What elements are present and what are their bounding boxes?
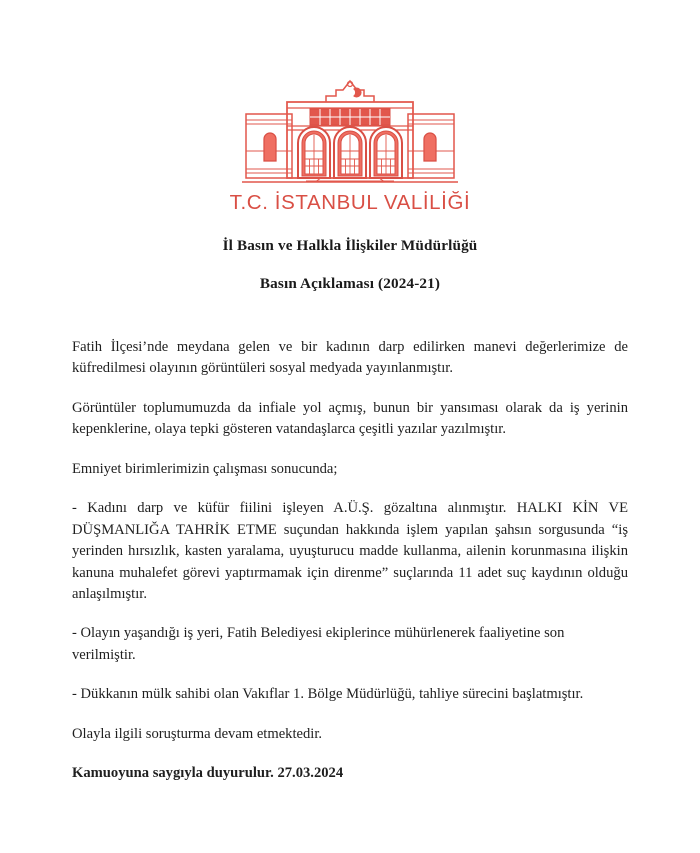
body-paragraph: - Olayın yaşandığı iş yeri, Fatih Belediyesi ekiplerince mühürlenerek faaliyetine son verilmiştir. xyxy=(72,625,565,663)
body-paragraph: Emniyet birimlerimizin çalışması sonucunda; xyxy=(72,460,338,477)
body-paragraph: Fatih İlçesi’nde meydana gelen ve bir kadının darp edilirken manevi değerlerimize de küfredilmesi olayının görüntüleri sosyal medyada yayınlanmıştır. xyxy=(72,339,628,377)
body-paragraph: - Kadını darp ve küfür fiilini işleyen A.Ü.Ş. gözaltına alınmıştır. HALKI KİN VE DÜŞMANLIĞA TAHRİK ETME suçundan hakkında işlem yapılan şahsın sorgusunda “iş yerinden hırsızlık, kasten yaralama, uyuşturucu madde kullanma, ailenin korunmasına ilişkin kanuna muhalefet görevi yaptırmamak için direnme” suçlarında 11 adet suç kaydının olduğu anlaşılmıştır. xyxy=(72,500,628,602)
body-paragraph: - Dükkanın mülk sahibi olan Vakıflar 1. Bölge Müdürlüğü, tahliye sürecini başlatmıştır. xyxy=(72,686,584,703)
press-release-subtitle: Basın Açıklaması (2024-21) xyxy=(259,275,441,292)
document-headings xyxy=(0,237,700,293)
body-paragraph: Olayla ilgili soruşturma devam etmektedir. xyxy=(72,725,323,742)
emblem-title: T.C. İSTANBUL VALİLİĞİ xyxy=(229,191,471,214)
closing-statement: Kamuoyuna saygıyla duyurulur. 27.03.2024 xyxy=(72,765,344,782)
government-building-icon xyxy=(235,78,465,186)
emblem-block xyxy=(0,0,700,215)
document-body xyxy=(0,337,700,785)
department-heading: İl Basın ve Halkla İlişkiler Müdürlüğü xyxy=(222,237,478,254)
body-paragraph: Görüntüler toplumumuzda da infiale yol açmış, bunun bir yansıması olarak da iş yerinin kepenklerine, olaya tepki gösteren vatandaşlarca çeşitli yazılar yazılmıştır. xyxy=(72,399,628,438)
